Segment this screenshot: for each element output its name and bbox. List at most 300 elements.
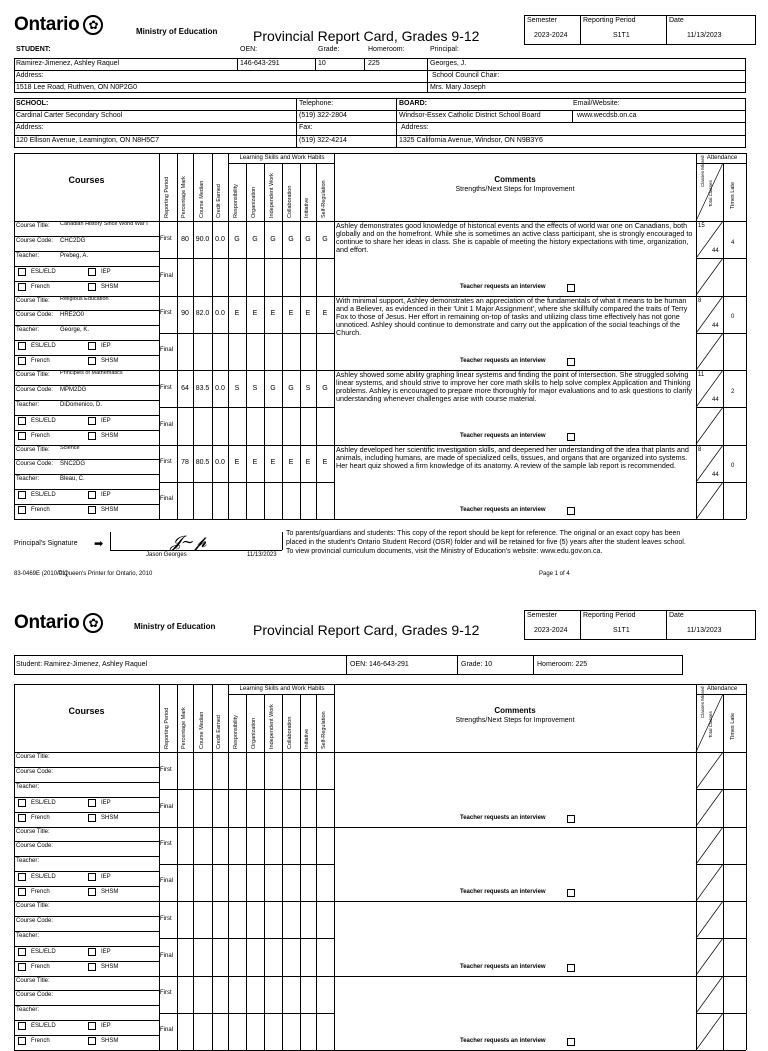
teacher-label: Teacher: bbox=[16, 252, 40, 259]
table-left-border bbox=[14, 153, 15, 519]
course-title: Canadian History Since World War I bbox=[60, 221, 148, 227]
checkbox-label: IEP bbox=[101, 343, 111, 350]
first-final-divider bbox=[159, 258, 334, 259]
interview-checkbox[interactable] bbox=[567, 433, 575, 441]
grade-label: Grade: bbox=[318, 46, 340, 53]
course-info-row-line bbox=[14, 281, 159, 282]
column-header-3: Credit Earned bbox=[216, 715, 222, 749]
email-label: Email/Website: bbox=[573, 100, 620, 107]
course-code-label: Course Code: bbox=[16, 312, 54, 319]
phone-value: (519) 322-2804 bbox=[299, 112, 347, 119]
course-code-label: Course Code: bbox=[16, 461, 54, 468]
signature-date: 11/13/2023 bbox=[247, 552, 277, 558]
column-header-6: Independent Work bbox=[269, 173, 275, 218]
course-code: SNC2DG bbox=[60, 461, 86, 468]
interview-checkbox[interactable] bbox=[567, 358, 575, 366]
checkbox-label: SHSM bbox=[101, 507, 119, 514]
skills-header-line bbox=[228, 163, 334, 164]
attendance-diagonal bbox=[696, 1013, 723, 1050]
classes-missed: 11 bbox=[698, 372, 705, 378]
checkbox-esl[interactable] bbox=[18, 948, 26, 956]
checkbox-label: ESL/ELD bbox=[31, 417, 56, 424]
course-info-row-line bbox=[14, 504, 159, 505]
attendance-diagonal bbox=[696, 976, 723, 1013]
final-label: Final bbox=[160, 421, 174, 428]
course-info-row-line bbox=[14, 931, 159, 932]
checkbox-iep[interactable] bbox=[88, 873, 96, 881]
checkbox-label: IEP bbox=[101, 874, 111, 881]
first-final-divider bbox=[159, 333, 334, 334]
note-line-3: To view provincial curriculum documents, visit the Ministry of Education's website: www.edu.gov.on.ca. bbox=[286, 548, 603, 555]
teacher-name: Prebeg, A. bbox=[60, 252, 89, 259]
checkbox-label: French bbox=[31, 814, 50, 821]
skill-grade: G bbox=[234, 235, 240, 243]
skill-grade: G bbox=[305, 235, 311, 243]
attendance-diagonal bbox=[696, 827, 723, 864]
skill-grade: E bbox=[305, 310, 311, 318]
final-label: Final bbox=[160, 878, 174, 885]
times-late: 4 bbox=[731, 239, 735, 246]
course-info-row-line bbox=[14, 871, 159, 872]
total-classes: 44 bbox=[712, 248, 719, 255]
homeroom-line: Homeroom: 225 bbox=[537, 661, 588, 668]
course-block-divider bbox=[14, 827, 746, 828]
teacher-name: Bleau, C. bbox=[60, 476, 85, 483]
board-name: Windsor-Essex Catholic District School Board bbox=[399, 112, 541, 119]
first-label: First bbox=[160, 841, 172, 848]
total-classes: 44 bbox=[712, 397, 719, 404]
checkbox-shsm[interactable] bbox=[88, 357, 96, 365]
teacher-name: DiDomenico, D. bbox=[60, 401, 103, 408]
course-info-row-line bbox=[14, 459, 159, 460]
course-comment: Ashley showed some ability graphing linear systems and finding the point of intersection. She struggled solving linear systems, and should strive to improve her core math skills to help solve complex Application and Thinking problems. Ashley is encouraged to prepare more thoroughly for major evaluations and to ask questions to clarify understanding whenever challenges arise with course material. bbox=[336, 370, 692, 404]
checkbox-label: ESL/ELD bbox=[31, 1023, 56, 1030]
teacher-label: Teacher: bbox=[16, 858, 40, 865]
checkbox-label: French bbox=[31, 358, 50, 365]
checkbox-shsm[interactable] bbox=[88, 963, 96, 971]
checkbox-label: IEP bbox=[101, 268, 111, 275]
interview-checkbox[interactable] bbox=[567, 815, 575, 823]
checkbox-label: ESL/ELD bbox=[31, 343, 56, 350]
column-header-2: Course Median bbox=[198, 711, 205, 749]
first-final-divider bbox=[159, 864, 334, 865]
attendance-diagonal bbox=[696, 752, 723, 789]
principal-value: Georges, J. bbox=[430, 60, 467, 67]
course-info-row-line bbox=[14, 266, 159, 267]
fax-label: Fax: bbox=[299, 124, 313, 131]
course-info-row-line bbox=[14, 886, 159, 887]
comments-header: Comments bbox=[494, 706, 536, 715]
checkbox-esl[interactable] bbox=[18, 1022, 26, 1030]
checkbox-label: IEP bbox=[101, 1023, 111, 1030]
interview-label: Teacher requests an interview bbox=[460, 963, 546, 970]
teacher-label: Teacher: bbox=[16, 327, 40, 334]
final-label: Final bbox=[160, 496, 174, 503]
column-header-8: Initiative bbox=[304, 728, 310, 749]
reporting-label: Reporting Period bbox=[583, 17, 636, 24]
checkbox-shsm[interactable] bbox=[88, 432, 96, 440]
column-header-4: Responsibility bbox=[233, 715, 239, 749]
course-info-row-line bbox=[14, 1020, 159, 1021]
checkbox-label: French bbox=[31, 283, 50, 290]
semester-value-2: 2023-2024 bbox=[534, 627, 568, 634]
report-title: Provincial Report Card, Grades 9-12 bbox=[253, 28, 480, 44]
principal-name: Jason Georges bbox=[146, 552, 187, 558]
course-info-row-line bbox=[14, 1005, 159, 1006]
grade-line: Grade: 10 bbox=[461, 661, 493, 668]
credit-earned: 0.0 bbox=[215, 384, 225, 392]
student-label: STUDENT: bbox=[16, 46, 51, 53]
column-header-7: Collaboration bbox=[287, 716, 293, 749]
course-code-label: Course Code: bbox=[16, 992, 54, 999]
checkbox-shsm[interactable] bbox=[88, 888, 96, 896]
column-header-8: Initiative bbox=[304, 197, 310, 218]
attendance-diagonal bbox=[696, 370, 723, 407]
first-final-divider bbox=[159, 482, 334, 483]
course-info-row-line bbox=[14, 251, 159, 252]
semester-box-2 bbox=[524, 610, 756, 640]
column-line bbox=[264, 694, 265, 1050]
checkbox-french[interactable] bbox=[18, 357, 26, 365]
checkbox-iep[interactable] bbox=[88, 268, 96, 276]
credit-earned: 0.0 bbox=[215, 310, 225, 318]
checkbox-iep[interactable] bbox=[88, 417, 96, 425]
column-line bbox=[193, 684, 194, 1050]
comments-subheader: Strengths/Next Steps for Improvement bbox=[455, 717, 575, 724]
credit-earned: 0.0 bbox=[215, 235, 225, 243]
checkbox-label: SHSM bbox=[101, 358, 119, 365]
printer-notice: © Queen's Printer for Ontario, 2010 bbox=[58, 571, 153, 577]
teacher-label: Teacher: bbox=[16, 401, 40, 408]
course-info-row-line bbox=[14, 841, 159, 842]
course-info-row-line bbox=[14, 990, 159, 991]
skill-grade: G bbox=[322, 384, 328, 392]
interview-label: Teacher requests an interview bbox=[460, 283, 546, 290]
classes-missed: 8 bbox=[698, 297, 702, 304]
skill-grade: E bbox=[252, 459, 258, 467]
council-label: School Council Chair: bbox=[432, 72, 500, 79]
skill-grade: G bbox=[288, 384, 294, 392]
arrow-right-icon: ➡ bbox=[94, 538, 104, 550]
oen-value: 146-643-291 bbox=[240, 60, 280, 67]
checkbox-iep[interactable] bbox=[88, 491, 96, 499]
course-title-label: Course Title: bbox=[16, 977, 50, 984]
skill-grade: G bbox=[270, 384, 276, 392]
semester-label: Semester bbox=[527, 17, 557, 24]
course-median: 80.5 bbox=[195, 459, 210, 467]
signature-scribble: 𝓙∼𝓹 bbox=[170, 532, 207, 551]
column-line bbox=[316, 694, 317, 1050]
first-final-divider bbox=[159, 938, 334, 939]
skill-grade: E bbox=[270, 310, 276, 318]
course-info-row-line bbox=[14, 797, 159, 798]
board-address-label: Address: bbox=[401, 124, 429, 131]
checkbox-label: ESL/ELD bbox=[31, 492, 56, 499]
course-info-row-line bbox=[14, 430, 159, 431]
attendance-header: Attendance bbox=[706, 155, 738, 161]
checkbox-french[interactable] bbox=[18, 1037, 26, 1045]
attendance-diagonal bbox=[696, 333, 723, 370]
checkbox-french[interactable] bbox=[18, 432, 26, 440]
learning-skills-header: Learning Skills and Work Habits bbox=[239, 686, 325, 692]
interview-checkbox[interactable] bbox=[567, 507, 575, 515]
course-info-row-line bbox=[14, 812, 159, 813]
course-info-row-line bbox=[14, 916, 159, 917]
checkbox-label: ESL/ELD bbox=[31, 948, 56, 955]
council-value: Mrs. Mary Joseph bbox=[430, 84, 486, 91]
column-header-5: Organization bbox=[251, 717, 257, 749]
checkbox-french[interactable] bbox=[18, 963, 26, 971]
checkbox-shsm[interactable] bbox=[88, 506, 96, 514]
logo-text: Ontario bbox=[14, 14, 80, 35]
course-code-label: Course Code: bbox=[16, 386, 54, 393]
checkbox-label: IEP bbox=[101, 948, 111, 955]
logo-text-2: Ontario bbox=[14, 612, 80, 633]
course-info-row-line bbox=[14, 489, 159, 490]
column-header-2: Course Median bbox=[198, 180, 205, 218]
table-top-border bbox=[14, 153, 746, 154]
checkbox-french[interactable] bbox=[18, 888, 26, 896]
attendance-diagonal bbox=[696, 789, 723, 826]
interview-checkbox[interactable] bbox=[567, 889, 575, 897]
course-info-row-line bbox=[14, 310, 159, 311]
attendance-diagonal bbox=[696, 407, 723, 444]
interview-label: Teacher requests an interview bbox=[460, 889, 546, 895]
course-info-row-line bbox=[14, 474, 159, 475]
att-header-missed: Classes Missed bbox=[700, 686, 705, 718]
attendance-diagonal bbox=[696, 221, 723, 258]
learning-skills-header: Learning Skills and Work Habits bbox=[239, 155, 325, 161]
course-info-row-line bbox=[14, 415, 159, 416]
comments-subheader: Strengths/Next Steps for Improvement bbox=[455, 186, 575, 193]
final-label: Final bbox=[160, 952, 174, 959]
teacher-label: Teacher: bbox=[16, 476, 40, 483]
fax-value: (519) 322-4214 bbox=[299, 137, 347, 144]
percentage-mark: 90 bbox=[181, 310, 189, 318]
classes-missed: 15 bbox=[698, 223, 705, 229]
skill-grade: E bbox=[322, 459, 328, 467]
checkbox-shsm[interactable] bbox=[88, 814, 96, 822]
column-line bbox=[334, 684, 335, 1050]
course-info-row-line bbox=[14, 946, 159, 947]
column-header-4: Responsibility bbox=[233, 184, 239, 218]
report-title-2: Provincial Report Card, Grades 9-12 bbox=[253, 622, 480, 638]
course-median: 83.5 bbox=[195, 384, 210, 392]
interview-label: Teacher requests an interview bbox=[460, 814, 546, 821]
header-bottom-line bbox=[14, 752, 746, 753]
course-title-label: Course Title: bbox=[16, 223, 50, 229]
course-info-row-line bbox=[14, 385, 159, 386]
checkbox-esl[interactable] bbox=[18, 268, 26, 276]
school-label: SCHOOL: bbox=[16, 100, 49, 107]
skill-grade: S bbox=[234, 384, 240, 392]
interview-label: Teacher requests an interview bbox=[460, 432, 546, 439]
page-number: Page 1 of 4 bbox=[539, 571, 570, 577]
checkbox-iep[interactable] bbox=[88, 799, 96, 807]
checkbox-esl[interactable] bbox=[18, 799, 26, 807]
attendance-diagonal bbox=[696, 296, 723, 333]
checkbox-label: French bbox=[31, 1038, 50, 1045]
checkbox-label: ESL/ELD bbox=[31, 874, 56, 881]
first-label: First bbox=[160, 766, 172, 773]
column-header-9: Self-Regulation bbox=[321, 180, 327, 218]
board-label: BOARD: bbox=[399, 100, 427, 107]
checkbox-french[interactable] bbox=[18, 283, 26, 291]
course-title-label: Course Title: bbox=[16, 297, 50, 304]
checkbox-french[interactable] bbox=[18, 814, 26, 822]
course-info-row-line bbox=[14, 856, 159, 857]
column-header-0: Reporting Period bbox=[164, 707, 170, 749]
checkbox-label: French bbox=[31, 507, 50, 514]
teacher-label: Teacher: bbox=[16, 932, 40, 939]
skills-header-line bbox=[228, 694, 334, 695]
checkbox-esl[interactable] bbox=[18, 873, 26, 881]
skill-grade: S bbox=[305, 384, 311, 392]
checkbox-label: IEP bbox=[101, 492, 111, 499]
total-classes: 44 bbox=[712, 471, 719, 478]
course-info-row-line bbox=[14, 340, 159, 341]
course-info-row-line bbox=[14, 782, 159, 783]
date-value-2: 11/13/2023 bbox=[687, 627, 722, 634]
skill-grade: E bbox=[270, 459, 276, 467]
interview-checkbox[interactable] bbox=[567, 284, 575, 292]
course-code-label: Course Code: bbox=[16, 768, 54, 775]
first-final-divider bbox=[159, 407, 334, 408]
checkbox-iep[interactable] bbox=[88, 948, 96, 956]
checkbox-esl[interactable] bbox=[18, 342, 26, 350]
semester-box bbox=[524, 15, 756, 45]
checkbox-label: SHSM bbox=[101, 963, 119, 970]
checkbox-shsm[interactable] bbox=[88, 1037, 96, 1045]
skill-grade: E bbox=[252, 310, 258, 318]
table-top-border bbox=[14, 684, 746, 685]
column-header-9: Self-Regulation bbox=[321, 711, 327, 749]
course-info-row-line bbox=[14, 325, 159, 326]
skill-grade: E bbox=[322, 310, 328, 318]
column-line bbox=[246, 694, 247, 1050]
courses-header: Courses bbox=[68, 175, 105, 185]
signature-label: Principal's Signature bbox=[14, 540, 78, 547]
school-address: 120 Ellison Avenue, Leamington, ON N8H5C7 bbox=[16, 137, 160, 144]
period-value-2: S1T1 bbox=[613, 627, 630, 634]
att-header-total: Total Classes bbox=[708, 180, 713, 207]
column-header-7: Collaboration bbox=[287, 185, 293, 218]
course-code: HRE2O0 bbox=[60, 312, 85, 319]
course-median: 90.0 bbox=[195, 235, 210, 243]
course-median: 82.0 bbox=[195, 310, 210, 318]
interview-label: Teacher requests an interview bbox=[460, 1038, 546, 1044]
table-left-border bbox=[14, 684, 15, 1050]
email-value: www.wecdsb.on.ca bbox=[577, 112, 637, 119]
teacher-label: Teacher: bbox=[16, 783, 40, 790]
note-line-1: To parents/guardians and students: This copy of the report should be kept for reference. The original or an exact copy has been bbox=[286, 530, 681, 537]
table-right-border bbox=[746, 684, 747, 1050]
checkbox-french[interactable] bbox=[18, 506, 26, 514]
course-comment: Ashley developed her scientific investigation skills, and deepened her understanding of the idea that plants and animals, including humans, are made of specialized cells, tissues, and organs that are organized into systems. Her heart quiz showed a firm knowledge of its anatomy. A review of the sample lab report is recommended. bbox=[336, 444, 689, 470]
grade-value: 10 bbox=[318, 60, 326, 67]
first-label: First bbox=[160, 235, 172, 242]
skill-grade: E bbox=[288, 310, 294, 318]
reporting-label-2: Reporting Period bbox=[583, 612, 636, 619]
homeroom-label: Homeroom: bbox=[368, 46, 405, 53]
course-info-row-line bbox=[14, 355, 159, 356]
checkbox-label: SHSM bbox=[101, 814, 119, 821]
board-address: 1325 California Avenue, Windsor, ON N9B3Y6 bbox=[399, 137, 543, 144]
final-label: Final bbox=[160, 803, 174, 810]
course-block-divider bbox=[14, 519, 746, 520]
column-header-5: Organization bbox=[251, 186, 257, 218]
checkbox-iep[interactable] bbox=[88, 342, 96, 350]
phone-label: Telephone: bbox=[299, 100, 334, 107]
skill-grade: E bbox=[288, 459, 294, 467]
ontario-logo bbox=[14, 14, 103, 36]
course-title-label: Course Title: bbox=[16, 372, 50, 378]
times-late: 2 bbox=[731, 388, 735, 395]
form-number: 83-0469E (2010/01) bbox=[14, 571, 68, 577]
attendance-diagonal bbox=[696, 445, 723, 482]
interview-checkbox[interactable] bbox=[567, 964, 575, 972]
course-info-row-line bbox=[14, 236, 159, 237]
student-address: 1518 Lee Road, Ruthven, ON N0P2G0 bbox=[16, 84, 138, 91]
date-value: 11/13/2023 bbox=[687, 32, 722, 39]
checkbox-label: SHSM bbox=[101, 889, 119, 896]
oen-line: OEN: 146-643-291 bbox=[350, 661, 409, 668]
times-late: 0 bbox=[731, 314, 735, 321]
checkbox-label: IEP bbox=[101, 799, 111, 806]
comments-header: Comments bbox=[494, 175, 536, 184]
school-address-label: Address: bbox=[16, 124, 44, 131]
column-header-1: Percentage Mark bbox=[181, 176, 187, 218]
att-header-missed: Classes Missed bbox=[700, 155, 705, 187]
skill-grade: G bbox=[252, 235, 258, 243]
period-value: S1T1 bbox=[613, 32, 630, 39]
column-header-1: Percentage Mark bbox=[181, 707, 187, 749]
note-line-2: placed in the student's Ontario Student Record (OSR) folder and will be retained for five (5) years after the student leaves school. bbox=[286, 539, 686, 546]
skill-grade: S bbox=[252, 384, 258, 392]
interview-checkbox[interactable] bbox=[567, 1038, 575, 1046]
final-label: Final bbox=[160, 1027, 174, 1034]
course-code-label: Course Code: bbox=[16, 843, 54, 850]
attendance-diagonal bbox=[696, 864, 723, 901]
column-line bbox=[723, 694, 724, 1050]
checkbox-esl[interactable] bbox=[18, 417, 26, 425]
checkbox-shsm[interactable] bbox=[88, 283, 96, 291]
column-line bbox=[228, 684, 229, 1050]
trillium-icon: ✿ bbox=[83, 613, 103, 633]
checkbox-esl[interactable] bbox=[18, 491, 26, 499]
credit-earned: 0.0 bbox=[215, 459, 225, 467]
classes-missed: 8 bbox=[698, 446, 702, 453]
column-line bbox=[334, 153, 335, 519]
attendance-diagonal bbox=[696, 901, 723, 938]
teacher-label: Teacher: bbox=[16, 1007, 40, 1014]
student-name: Ramirez-Jimenez, Ashley Raquel bbox=[16, 60, 120, 67]
school-name: Cardinal Carter Secondary School bbox=[16, 112, 123, 119]
checkbox-label: ESL/ELD bbox=[31, 268, 56, 275]
attendance-header: Attendance bbox=[706, 686, 738, 692]
teacher-name: George, K. bbox=[60, 327, 90, 334]
date-label-2: Date bbox=[669, 612, 684, 619]
course-title-label: Course Title: bbox=[16, 828, 50, 835]
column-line bbox=[723, 163, 724, 519]
course-info-row-line bbox=[14, 400, 159, 401]
semester-label-2: Semester bbox=[527, 612, 557, 619]
first-label: First bbox=[160, 990, 172, 997]
homeroom-value: 225 bbox=[368, 60, 380, 67]
checkbox-iep[interactable] bbox=[88, 1022, 96, 1030]
skill-grade: E bbox=[234, 459, 240, 467]
column-header-0: Reporting Period bbox=[164, 176, 170, 218]
